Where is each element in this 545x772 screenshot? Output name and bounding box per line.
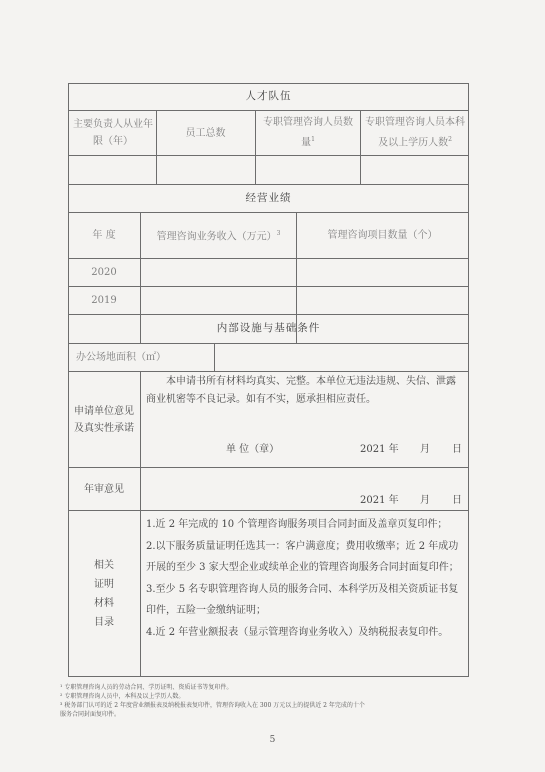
annual-review-label: 年审意见	[84, 483, 124, 495]
application-form-table	[68, 83, 469, 676]
header-consultant-bachelor-count: 专职管理咨询人员本科及以上学历人数$^2$	[365, 117, 465, 149]
materials-item: 2.以下服务质量证明任选其一：客户满意度；费用收缴率；近 2 年成功开展的至少 3 家大型企业或续单企业的管理咨询服务合同封面复印件；	[146, 540, 459, 573]
footnotes	[60, 683, 480, 719]
office-area-label: 办公场地面积（㎡）	[76, 352, 166, 363]
annual-review-month: 月	[420, 495, 430, 506]
footnote-3: ³ 税务部门认可的近 2 年度营业额报表及纳税报表复印件，管理咨询收入在 300 万元以上的提供近 2 年完成的十个	[60, 702, 365, 709]
input-projects-2020[interactable]	[297, 259, 468, 286]
declaration-year: 2021 年	[360, 444, 399, 455]
input-revenue-2019[interactable]	[141, 287, 296, 314]
input-consultant-count[interactable]	[256, 156, 360, 184]
declaration-unit-seal: 单 位（章）	[226, 444, 280, 455]
materials-item: 3.至少 5 名专职管理咨询人员的服务合同、本科学历及相关资质证书复印件，五险一金缴纳证明；	[146, 583, 459, 616]
talent-section-title: 人才队伍	[245, 90, 292, 102]
annual-review-year: 2021 年	[360, 495, 399, 506]
header-year: 年 度	[92, 230, 116, 241]
declaration-label: 申请单位意见及真实性承诺	[74, 405, 134, 434]
footnote-1: ¹ 专职管理咨询人员的劳动合同、学历证明、资质证书等复印件。	[60, 684, 233, 691]
input-total-staff[interactable]	[157, 156, 255, 184]
footnote-mark-1: 1	[311, 136, 315, 144]
materials-list	[146, 514, 464, 643]
declaration-text: 本申请书所有材料均真实、完整。本单位无违法违规、失信、泄露商业机密等不良记录。如有不实，愿承担相应责任。	[146, 376, 456, 405]
declaration-month: 月	[420, 444, 430, 455]
input-consultant-bachelor-count[interactable]	[361, 156, 468, 184]
declaration-day: 日	[452, 444, 462, 455]
input-office-area[interactable]	[215, 344, 468, 371]
year-2019: 2019	[91, 295, 117, 306]
footnote-mark-2: 2	[448, 136, 452, 144]
header-revenue: 管理咨询业务收入（万元）$^3$	[156, 230, 281, 243]
input-leader-years[interactable]	[69, 156, 156, 184]
page-number: 5	[269, 735, 276, 745]
header-leader-years: 主要负责人从业年限（年）	[73, 119, 153, 147]
header-project-count: 管理咨询项目数量（个）	[327, 230, 438, 241]
header-consultant-count: 专职管理咨询人员数量$^1$	[263, 117, 353, 149]
business-section-title: 经营业绩	[245, 191, 292, 204]
input-projects-2019[interactable]	[297, 287, 468, 314]
footnote-2: ² 专职管理咨询人员中，本科及以上学历人数。	[60, 693, 185, 700]
annual-review-day: 日	[452, 495, 462, 506]
header-total-staff: 员工总数	[185, 127, 226, 139]
footnote-mark-3: 3	[276, 230, 281, 238]
materials-item: 1.近 2 年完成的 10 个管理咨询服务项目合同封面及盖章页复印件；	[146, 519, 448, 530]
facilities-section-title: 内部设施与基础条件	[216, 322, 321, 334]
materials-label: 相关 证明 材料 目录	[94, 559, 114, 628]
input-revenue-2020[interactable]	[141, 259, 296, 286]
materials-item: 4.近 2 年营业额报表（显示管理咨询业务收入）及纳税报表复印件。	[146, 626, 449, 638]
footnote-3-cont: 服务合同封面复印件。	[60, 711, 121, 718]
year-2020: 2020	[91, 267, 117, 278]
